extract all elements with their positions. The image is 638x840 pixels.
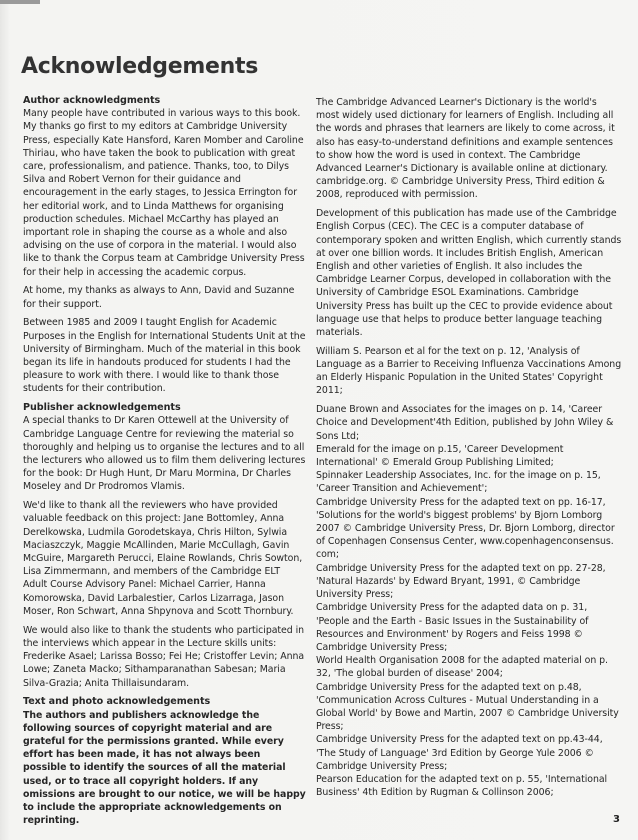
text-photo-para: The authors and publishers acknowledge the following sources of copyright material and are grateful for the permissions granted. While every effort has been made, it has not always been possible to identify the sources of all the material used, or to trace all copyright holders. If any omissions are brought to our notice, we will be happy to include the appropriate acknowledgements on reprinting. bbox=[23, 709, 306, 827]
author-heading: Author acknowledgments bbox=[23, 95, 161, 106]
publisher-para: A special thanks to Dr Karen Ottewell at the University of Cambridge Language Centre for reviewing the material so thoroughly and helping us to organise the lectures and to all the lecturers who allowed us to film them delivering lectures for the book: Dr Hugh Hunt, Dr Maru Mormina, Dr Charles Moseley and Dr Prodromos Vlamis. bbox=[23, 415, 306, 493]
dictionary-para: The Cambridge Advanced Learner's Dictionary is the world's most widely used dictionary for learners of English. Including all the words and phrases that learners are likely to come across, it also has easy-to-understand definitions and example sentences to show how the word is used in context. The Cambridge Advanced Learner's Dictionary is available online at dictionary. cambridge.org. © Cambridge University Press, Third edition & 2008, reproduced with permission. bbox=[316, 97, 615, 201]
corpus-para: Development of this publication has made use of the Cambridge English Corpus (CEC). The CEC is a computer database of contemporary spoken and written English, which currently stands at over one billion words. It includes British English, American English and other varieties of English. It also includes the Cambridge Learner Corpus, developed in collaboration with the University of Cambridge ESOL Examinations. Cambridge University Press has built up the CEC to provide evidence about language use that helps to produce better language teaching materials. bbox=[316, 208, 622, 339]
text-photo-heading: Text and photo acknowledgements bbox=[23, 696, 211, 708]
right-column bbox=[316, 96, 622, 799]
page-title: Acknowledgements bbox=[21, 54, 258, 79]
credit-list bbox=[316, 403, 622, 799]
credit-entry: World Health Organisation 2008 for the adapted material on p. 32, 'The global burden of disease' 2004; bbox=[316, 655, 608, 680]
publisher-heading: Publisher acknowledgements bbox=[23, 402, 181, 414]
credit-entry: Cambridge University Press for the adapted text on pp.43-44, 'The Study of Language' 3rd Edition by George Yule 2006 © Cambridge University Press; bbox=[316, 734, 603, 772]
left-column bbox=[23, 94, 306, 833]
author-para: Between 1985 and 2009 I taught English for Academic Purposes in the English for International Students Unit at the University of Birmingham. Much of the material in this book began its life in handouts produced for students I had the pleasure to work with there. I would like to thank those students for their contribution. bbox=[23, 317, 306, 395]
publisher-para: We would also like to thank the students who participated in the interviews which appear in the Lecture skills units: Frederike Asael; Larissa Bosso; Fei He; Cristoffer Levin; Anna Lowe; Zaneta Macko; Sithamparanathan Sabesan; Maria Silva-Grazia; Anita Thillaisundaram. bbox=[23, 624, 305, 689]
credit-entry: Cambridge University Press for the adapted text on pp. 16-17, 'Solutions for the world's biggest problems' by Bjorn Lomborg 2007 © Cambridge University Press, Dr. Bjorn Lomborg, director of Copenhagen Consensus Center, www.copenhagenconsensus. com; bbox=[316, 496, 615, 561]
credit-entry: Spinnaker Leadership Associates, Inc. for the image on p. 15, 'Career Transition and Achievement'; bbox=[316, 470, 601, 495]
author-para: At home, my thanks as always to Ann, David and Suzanne for their support. bbox=[23, 285, 295, 310]
author-para: Many people have contributed in various ways to this book. My thanks go first to my editors at Cambridge University Press, especially Kate Hansford, Karen Momber and Caroline Thiriau, who have taken the book to publication with great care, professionalism, and patience. Thanks, too, to Dilys Silva and Robert Vernon for their guidance and encouragement in the early stages, to Jessica Errington for her editorial work, and to Linda Matthews for organising production schedules. Michael McCarthy has played an important role in shaping the course as a whole and also advising on the use of corpora in the material. I would also like to thank the Corpus team at Cambridge University Press for their help in accessing the academic corpus. bbox=[23, 108, 305, 278]
publisher-para: We'd like to thank all the reviewers who have provided valuable feedback on this project: Jane Bottomley, Anna Derelkowska, Ludmila Gorodetskaya, Chris Hilton, Sylwia Maciaszczyk, Maggie McAllinden, Marie McCullagh, Gavin McGuire, Margareth Perucci, Elaine Rowlands, Chris Sowton, Lisa Zimmermann, and members of the Cambridge ELT Adult Course Advisory Panel: Michael Carrier, Hanna Komorowska, David Larbalestier, Carlos Lizarraga, Jason Moser, Ron Schwart, Anna Shpynova and Scott Thornbury. bbox=[23, 500, 303, 617]
credit-entry: Emerald for the image on p.15, 'Career Development International' © Emerald Group Publishing Limited; bbox=[316, 443, 564, 469]
page-number: 3 bbox=[613, 814, 620, 825]
credit-para: William S. Pearson et al for the text on p. 12, 'Analysis of Language as a Barrier to Receiving Influenza Vaccinations Among an Elderly Hispanic Population in the United States' Copyright 2011; bbox=[316, 345, 622, 397]
credit-entry: Cambridge University Press for the adapted data on p. 31, 'People and the Earth - Basic Issues in the Sustainability of Resources and Environment' by Rogers and Feiss 1998 © Cambridge University Press; bbox=[316, 602, 589, 653]
credit-entry: Pearson Education for the adapted text on p. 55, 'International Business' 4th Edition by Rugman & Collinson 2006; bbox=[316, 773, 608, 799]
credit-entry: Cambridge University Press for the adapted text on pp. 27-28, 'Natural Hazards' by Edward Bryant, 1991, © Cambridge University Press; bbox=[316, 562, 606, 601]
credit-entry: Cambridge University Press for the adapted text on p.48, 'Communication Across Cultures - Mutual Understanding in a Global World' by Bowe and Martin, 2007 © Cambridge University Press; bbox=[316, 681, 619, 733]
corner-mark bbox=[0, 0, 40, 4]
credit-entry: Duane Brown and Associates for the images on p. 14, 'Career Choice and Development'4th Edition, published by John Wiley & Sons Ltd; bbox=[316, 404, 614, 442]
